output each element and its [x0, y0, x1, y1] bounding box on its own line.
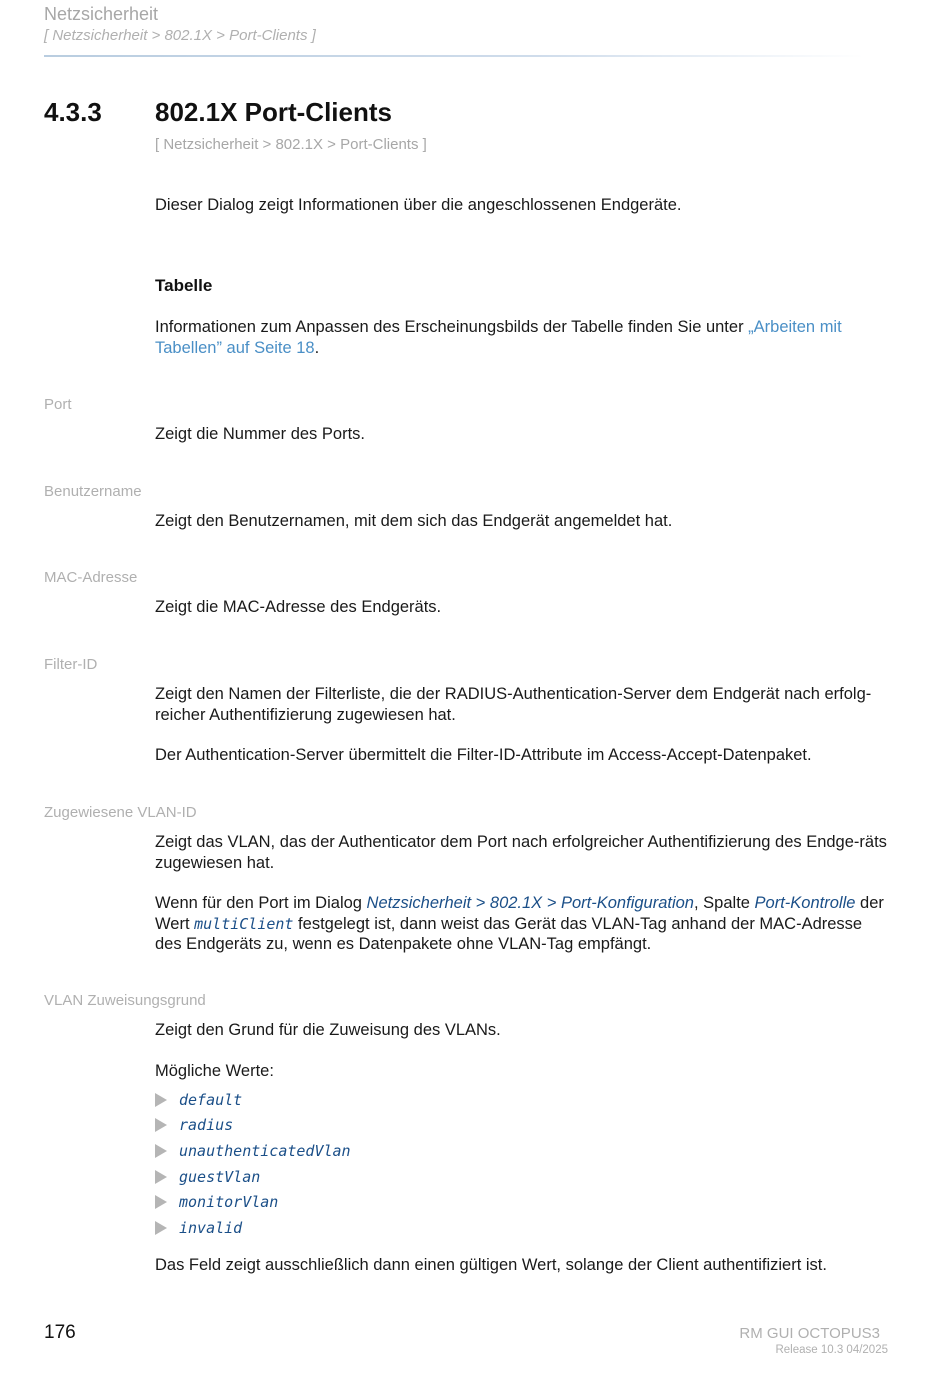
field-desc-filter-id-2: Der Authentication-Server übermittelt die Filter-ID-Attribute im Access-Accept-Datenpaket.	[155, 746, 812, 764]
field-label-port: Port	[44, 396, 72, 413]
field-note-vlan-reason: Das Feld zeigt ausschließlich dann einen gültigen Wert, solange der Client authentifiziert ist.	[155, 1256, 827, 1274]
possible-values-label: Mögliche Werte:	[155, 1062, 274, 1080]
value-code: invalid	[179, 1218, 243, 1237]
field-desc-mac: Zeigt die MAC-Adresse des Endgeräts.	[155, 598, 442, 616]
column-reference: Port-Kontrolle	[754, 894, 856, 912]
dialog-path-reference: Netzsicherheit > 802.1X > Port-Konfiguration	[366, 894, 694, 912]
vlan-id-text-d: festgelegt ist, dann weist das Gerät das VLAN-Tag anhand der MAC-Adresse des Endgeräts zu, wenn es Datenpakete ohne VLAN-Tag empfängt.	[155, 914, 863, 953]
table-info-text: Informationen zum Anpassen des Erscheinungsbilds der Tabelle finden Sie unter	[155, 318, 749, 336]
list-item	[155, 1164, 351, 1190]
field-desc-username: Zeigt den Benutzernamen, mit dem sich das Endgerät angemeldet hat.	[155, 512, 673, 530]
header-title: Netzsicherheit	[44, 4, 159, 24]
triangle-bullet-icon	[155, 1093, 167, 1107]
field-desc-port: Zeigt die Nummer des Ports.	[155, 425, 365, 443]
value-code: default	[179, 1090, 243, 1109]
possible-values-list	[155, 1087, 351, 1241]
field-label-mac: MAC-Adresse	[44, 569, 138, 586]
list-item	[155, 1113, 351, 1139]
triangle-bullet-icon	[155, 1118, 167, 1132]
section-intro: Dieser Dialog zeigt Informationen über die angeschlossenen Endgeräte.	[155, 196, 682, 214]
list-item	[155, 1189, 351, 1215]
triangle-bullet-icon	[155, 1170, 167, 1184]
vlan-id-text-b: , Spalte	[694, 894, 755, 912]
list-item	[155, 1215, 351, 1241]
triangle-bullet-icon	[155, 1195, 167, 1209]
field-label-username: Benutzername	[44, 483, 142, 500]
list-item	[155, 1138, 351, 1164]
field-desc-vlan-reason: Zeigt den Grund für die Zuweisung des VLANs.	[155, 1021, 501, 1039]
field-desc-vlan-id-1: Zeigt das VLAN, das der Authenticator dem Port nach erfolgreicher Authentifizierung des Endge-räts zugewiesen hat.	[155, 833, 887, 872]
running-header	[44, 4, 316, 46]
field-label-filter-id: Filter-ID	[44, 656, 98, 673]
header-divider	[44, 55, 864, 57]
value-code: multiClient	[194, 914, 294, 933]
table-info-paragraph	[155, 317, 890, 358]
value-code: guestVlan	[179, 1167, 261, 1186]
section-title: 802.1X Port-Clients	[155, 97, 392, 127]
field-label-vlan-id: Zugewiesene VLAN-ID	[44, 804, 197, 821]
field-label-vlan-reason: VLAN Zuweisungsgrund	[44, 992, 206, 1009]
table-heading: Tabelle	[155, 276, 213, 295]
value-code: unauthenticatedVlan	[179, 1141, 351, 1160]
table-info-end: .	[314, 338, 320, 357]
section-path: [ Netzsicherheit > 802.1X > Port-Clients ]	[155, 136, 427, 153]
vlan-id-text-c: der Wert	[155, 894, 884, 933]
header-path: [ Netzsicherheit > 802.1X > Port-Clients ]	[44, 27, 316, 44]
list-item	[155, 1087, 351, 1113]
section-number: 4.3.3	[44, 97, 102, 127]
footer-doc-title: RM GUI OCTOPUS3	[739, 1325, 880, 1342]
page-number: 176	[44, 1322, 76, 1343]
triangle-bullet-icon	[155, 1144, 167, 1158]
value-code: radius	[179, 1116, 234, 1135]
footer-release: Release 10.3 04/2025	[775, 1344, 888, 1356]
triangle-bullet-icon	[155, 1221, 167, 1235]
value-code: monitorVlan	[179, 1193, 279, 1212]
table-info-link[interactable]: „Arbeiten mit Tabellen” auf Seite 18	[155, 318, 842, 357]
vlan-id-text-a: Wenn für den Port im Dialog	[155, 894, 367, 912]
field-desc-vlan-id-2	[155, 893, 890, 955]
field-desc-filter-id-1: Zeigt den Namen der Filterliste, die der RADIUS-Authentication-Server dem Endgerät nach erfolg-reicher Authentifizierung zugewiesen hat.	[155, 685, 872, 724]
